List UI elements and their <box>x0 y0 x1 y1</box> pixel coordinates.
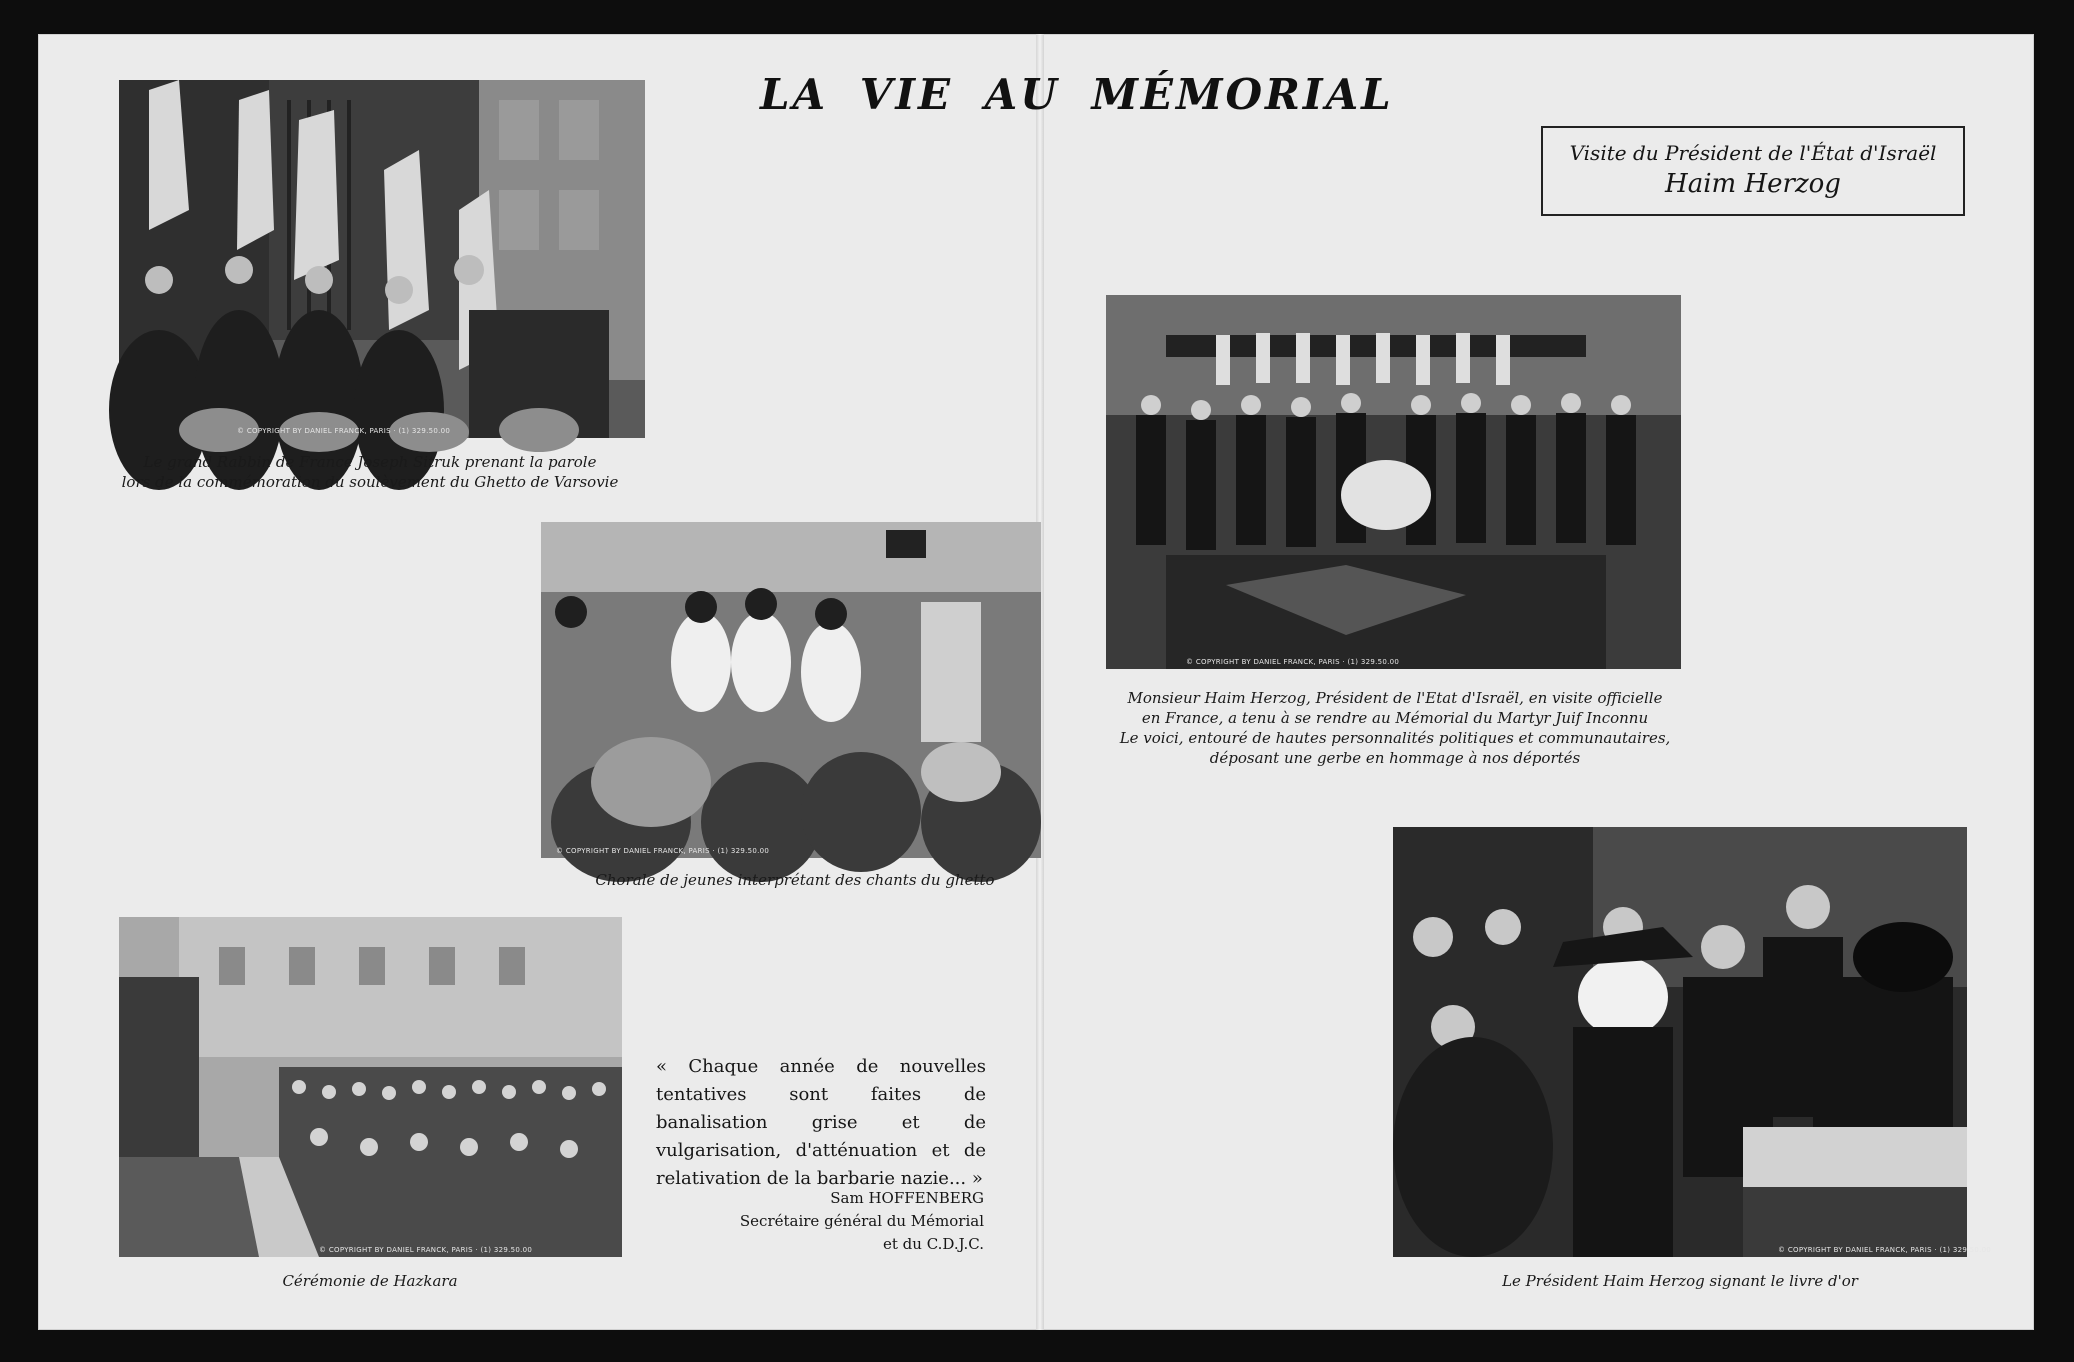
caption-herzog-line1: Monsieur Haim Herzog, Président de l'Etat d'Israël, en visite officielle <box>1127 689 1663 707</box>
visit-title-name: Haim Herzog <box>1665 169 1841 199</box>
photo-credit-stamp: © COPYRIGHT BY DANIEL FRANCK, PARIS · (1) 329.50.00 <box>237 427 451 435</box>
photo-herzog-wreath <box>1106 295 1681 669</box>
caption-herzog-line4: déposant une gerbe en hommage à nos déportés <box>1209 749 1581 767</box>
photo-credit-stamp: © COPYRIGHT BY DANIEL FRANCK, PARIS · (1) 329.50.00 <box>1186 658 1400 666</box>
photo-hazkara <box>119 917 622 1257</box>
quote-role-line1: Secrétaire général du Mémorial <box>739 1212 984 1230</box>
photo-rabbin-podium <box>119 80 645 438</box>
photo-credit-stamp: © COPYRIGHT BY DANIEL FRANCK, PARIS · (1) 329.50.00 <box>319 1246 533 1254</box>
caption-herzog <box>1090 688 1700 768</box>
caption-livre: Le Président Haim Herzog signant le livre d'or <box>1502 1272 1858 1290</box>
caption-rabbin-line1: Le grand Rabbin de France Joseph Sitruk prenant la parole <box>143 453 597 471</box>
photo-livre-dor <box>1393 827 1992 1257</box>
quote-author: Sam HOFFENBERG <box>830 1189 984 1207</box>
page-title: LA VIE AU MÉMORIAL <box>760 70 1394 119</box>
quote-role-line2: et du C.D.J.C. <box>882 1235 984 1253</box>
photo-credit-stamp: © COPYRIGHT BY DANIEL FRANCK, PARIS · (1) 329.50.00 <box>556 847 770 855</box>
caption-herzog-line3: Le voici, entouré de hautes personnalités politiques et communautaires, <box>1119 729 1671 747</box>
quote-text: « Chaque année de nouvelles tentatives sont faites de banalisation grise et de vulgarisation, d'atténuation et de relativation de la barbarie nazie... » <box>656 1056 986 1189</box>
caption-rabbin <box>90 452 650 492</box>
quote-signature <box>700 1187 984 1256</box>
photo-chorale <box>541 522 1041 858</box>
caption-rabbin-line2: lors de la commémoration du soulèvement du Ghetto de Varsovie <box>121 473 619 491</box>
visit-title-box <box>1541 126 1965 216</box>
caption-hazkara: Cérémonie de Hazkara <box>282 1272 458 1290</box>
caption-chorale: Chorale de jeunes interprétant des chants du ghetto <box>595 871 995 889</box>
photo-credit-stamp: © COPYRIGHT BY DANIEL FRANCK, PARIS · (1) 329.50.00 <box>1778 1246 1992 1254</box>
visit-title-line1: Visite du Président de l'État d'Israël <box>1569 141 1937 165</box>
caption-herzog-line2: en France, a tenu à se rendre au Mémorial du Martyr Juif Inconnu <box>1141 709 1649 727</box>
